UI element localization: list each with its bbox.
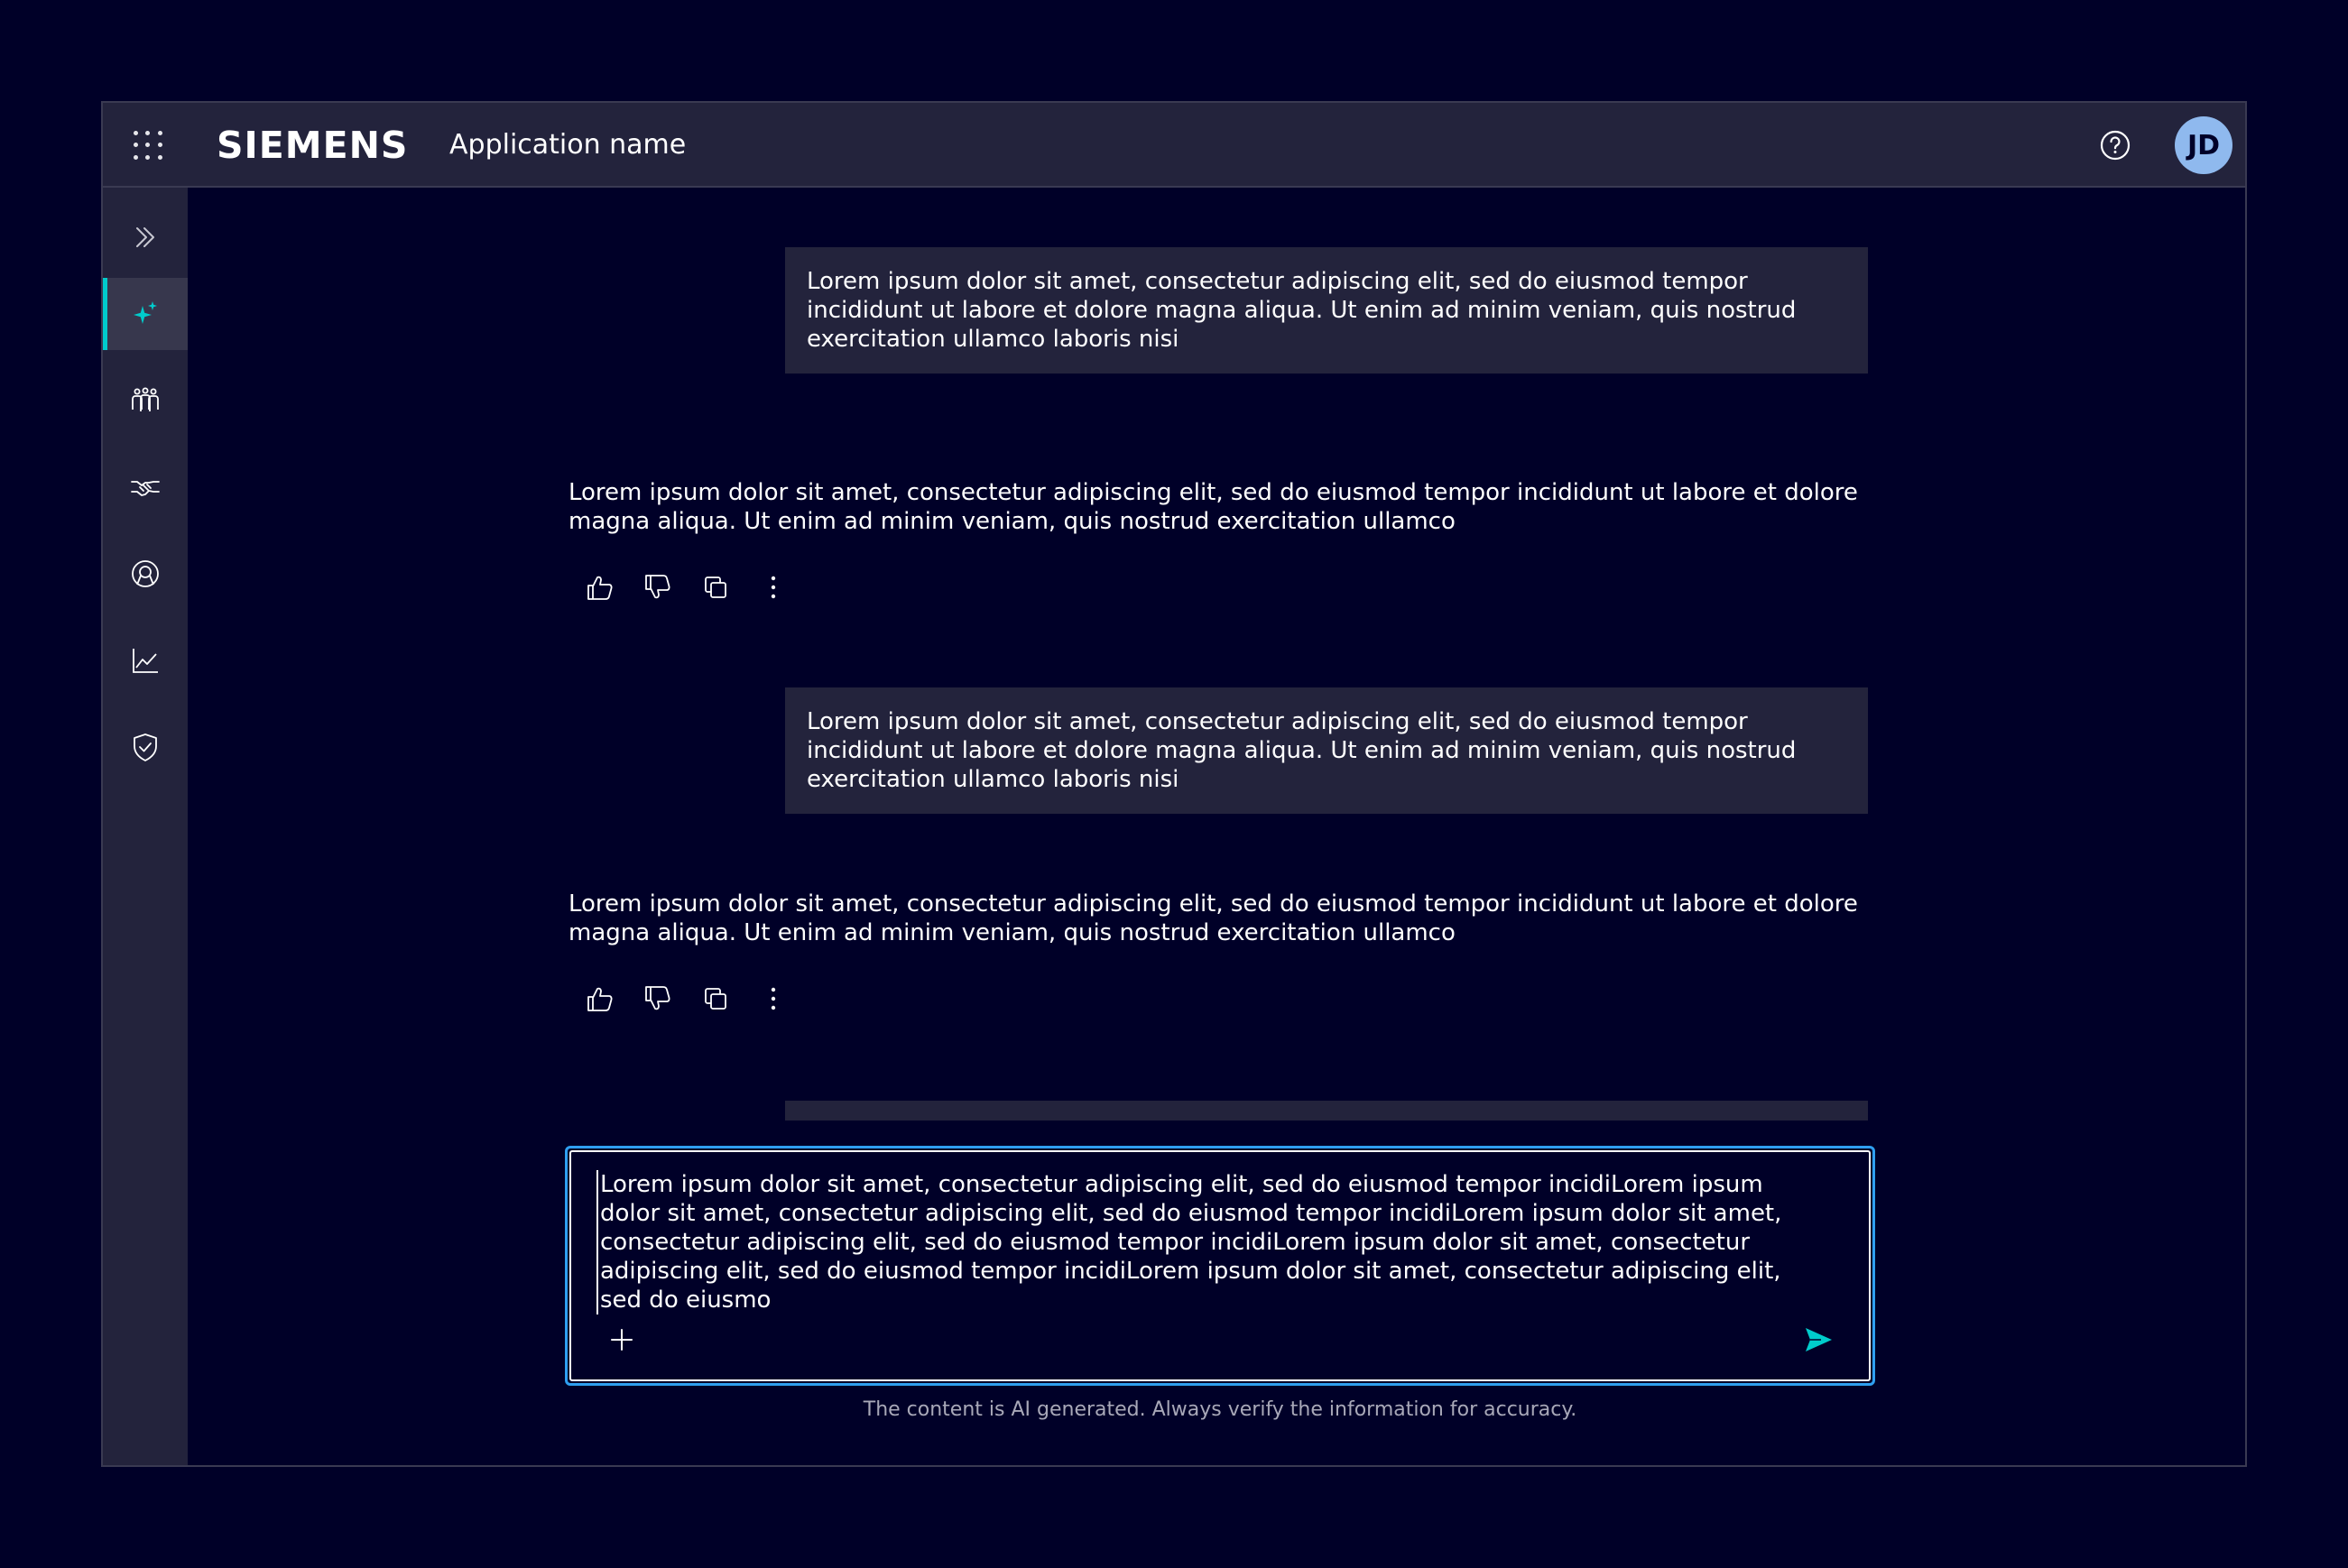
sidebar-item-analytics[interactable] (103, 624, 188, 696)
people-group-icon (129, 384, 162, 417)
composer-field[interactable] (569, 1150, 1871, 1381)
message-actions (578, 565, 796, 610)
sidebar-item-people[interactable] (103, 364, 188, 437)
header-bar (103, 103, 2245, 188)
plus-icon (608, 1326, 635, 1353)
user-message: Lorem ipsum dolor sit amet, consectetur adipiscing elit, sed do eiusmod tempor incididunt ut labore et dolore magna aliqua. Ut enim ad minim veniam, quis nostrud exercitation ullamco laboris nisi (785, 687, 1868, 814)
sidebar-item-support[interactable] (103, 538, 188, 610)
prompt-input[interactable]: Lorem ipsum dolor sit amet, consectetur adipiscing elit, sed do eiusmod tempor incidiLorem ipsum dolor sit amet, consectetur adipiscing elit, sed do eiusmod tempor incidiLorem ipsum dolor sit amet, consectetur adipiscing elit, sed do eiusmod tempor incidiLorem ipsum dolor sit amet, consectetur adipiscing elit, sed do eiusmod tempor incidiLorem ipsum dolor sit amet, consectetur adipiscing elit, sed do eiusmo (596, 1170, 1824, 1314)
more-vertical-icon[interactable] (751, 565, 796, 610)
support-icon (129, 558, 162, 590)
copy-icon[interactable] (693, 565, 738, 610)
chat-composer[interactable] (565, 1146, 1875, 1386)
ai-disclaimer: The content is AI generated. Always verify the information for accuracy. (863, 1398, 1577, 1421)
app-window (101, 101, 2247, 1467)
send-button[interactable] (1798, 1320, 1838, 1360)
help-circle-icon[interactable] (2099, 129, 2131, 161)
thumbs-down-icon[interactable] (635, 565, 680, 610)
ai-sparkle-icon (129, 298, 162, 330)
user-message: Lorem ipsum dolor sit amet, consectetur adipiscing elit, sed do eiusmod tempor incididunt ut labore et dolore magna aliqua. Ut enim ad minim veniam, quis nostrud exercitation ullamco laboris nisi (785, 247, 1868, 374)
sidebar-expand-button[interactable] (103, 201, 188, 273)
sidebar (103, 188, 188, 1465)
app-switcher-grid-icon[interactable] (130, 127, 166, 163)
app-name: Application name (449, 129, 687, 161)
message-actions (578, 976, 796, 1021)
sidebar-item-ai-assistant[interactable] (103, 278, 188, 350)
brand-logo: SIEMENS (217, 124, 409, 167)
more-vertical-icon[interactable] (751, 976, 796, 1021)
sidebar-item-partners[interactable] (103, 451, 188, 523)
thumbs-up-icon[interactable] (578, 565, 623, 610)
copy-icon[interactable] (693, 976, 738, 1021)
assistant-message: Lorem ipsum dolor sit amet, consectetur adipiscing elit, sed do eiusmod tempor incididunt ut labore et dolore magna aliqua. Ut enim ad minim veniam, quis nostrud exercitation ullamco (569, 890, 1858, 946)
shield-check-icon (129, 731, 162, 763)
sidebar-item-security[interactable] (103, 711, 188, 783)
assistant-message: Lorem ipsum dolor sit amet, consectetur adipiscing elit, sed do eiusmod tempor incididunt ut labore et dolore magna aliqua. Ut enim ad minim veniam, quis nostrud exercitation ullamco (569, 479, 1858, 535)
send-icon (1803, 1324, 1834, 1355)
add-attachment-button[interactable] (602, 1320, 642, 1360)
user-avatar[interactable]: JD (2175, 116, 2232, 174)
double-chevron-right-icon (129, 221, 162, 254)
handshake-icon (129, 471, 162, 503)
thumbs-down-icon[interactable] (635, 976, 680, 1021)
line-chart-icon (129, 644, 162, 677)
thumbs-up-icon[interactable] (578, 976, 623, 1021)
user-message-partial (785, 1101, 1868, 1121)
